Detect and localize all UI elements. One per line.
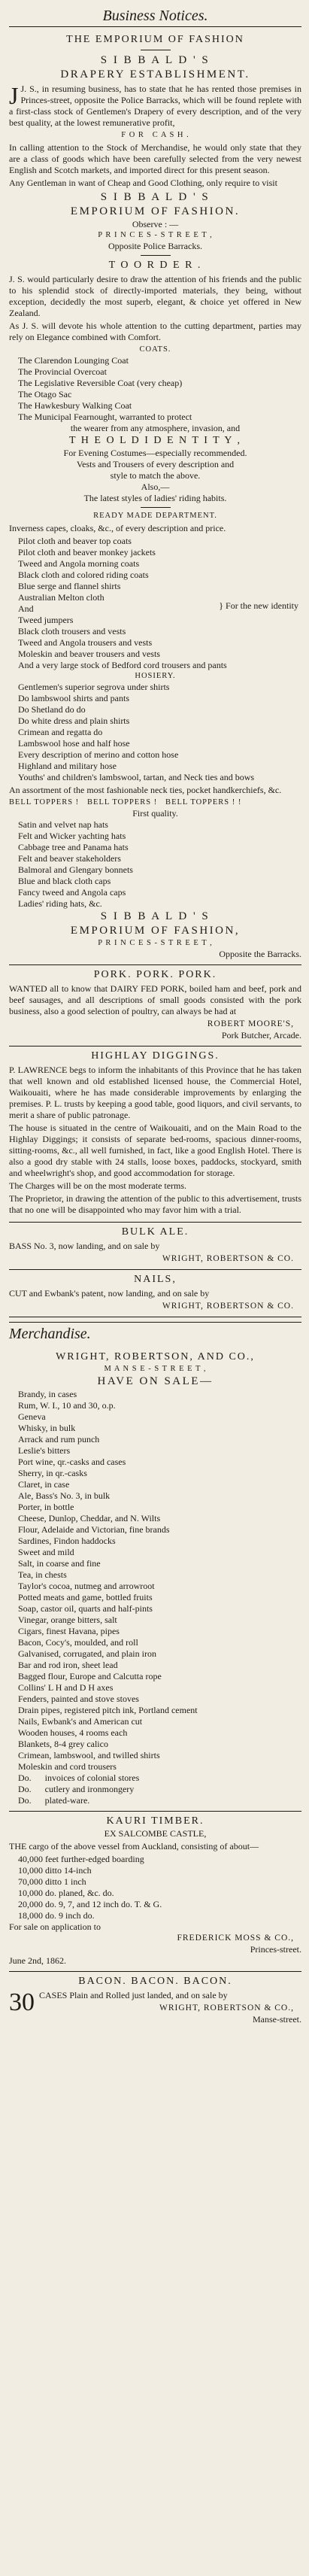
list-item: Bacon, Cocy's, moulded, and roll bbox=[18, 1637, 138, 1648]
list-item: Moleskin and cord trousers bbox=[18, 1761, 117, 1772]
assortment-para: An assortment of the most fashionable neck ties, pocket handkerchiefs, &c. bbox=[9, 785, 282, 795]
coats-note: the wearer from any atmosphere, invasion, and bbox=[70, 423, 241, 433]
observe-label: Observe : — bbox=[132, 219, 179, 229]
list-item: Black cloth trousers and vests bbox=[18, 626, 126, 636]
ready-made-para: Inverness capes, cloaks, &c., of every description and price. bbox=[9, 523, 226, 533]
kauri-signature: FREDERICK MOSS & CO., bbox=[177, 1934, 294, 1943]
pork-signature-2: Pork Butcher, Arcade. bbox=[221, 1030, 301, 1040]
list-item: Soap, castor oil, quarts and half-pints bbox=[18, 1603, 153, 1614]
kauri-for-sale: For sale on application to bbox=[9, 1921, 101, 1932]
list-item: Ale, Bass's No. 3, in bulk bbox=[18, 1490, 111, 1501]
highlay-advertisement bbox=[9, 1046, 301, 1223]
list-item: Fancy tweed and Angola caps bbox=[18, 887, 126, 898]
list-item: And bbox=[18, 603, 34, 614]
list-item: Bar and rod iron, sheet lead bbox=[18, 1660, 118, 1670]
vests-line-2: style to match the above. bbox=[110, 470, 201, 481]
divider bbox=[141, 255, 171, 256]
list-item: Arrack and rum punch bbox=[18, 1434, 100, 1444]
kauri-heading: KAURI TIMBER. bbox=[106, 1815, 204, 1827]
list-item: Tweed and Angola morning coats bbox=[18, 558, 140, 569]
kauri-para: THE cargo of the above vessel from Auckland, consisting of about— bbox=[9, 1841, 259, 1852]
list-item: Potted meats and game, bottled fruits bbox=[18, 1592, 153, 1602]
list-item: Salt, in coarse and fine bbox=[18, 1558, 101, 1569]
list-item: The Hawkesbury Walking Coat bbox=[18, 400, 132, 411]
list-item: Brandy, in cases bbox=[18, 1389, 77, 1399]
address-label: P R I N C E S - S T R E E T , bbox=[98, 231, 213, 239]
list-item: The Clarendon Lounging Coat bbox=[18, 355, 129, 366]
nails-signature: WRIGHT, ROBERTSON & CO. bbox=[162, 1302, 294, 1311]
for-cash-label: F O R C A S H . bbox=[121, 131, 189, 139]
list-item: Satin and velvet nap hats bbox=[18, 819, 108, 830]
wright-robertson-advertisement bbox=[9, 1347, 301, 1812]
list-item: Sweet and mild bbox=[18, 1547, 74, 1557]
list-item: 70,000 ditto 1 inch bbox=[18, 1876, 86, 1887]
list-item: Youths' and children's lambswool, tartan, and Neck ties and bows bbox=[18, 772, 255, 782]
wright-heading: WRIGHT, ROBERTSON, AND CO., bbox=[56, 1351, 255, 1362]
wright-address: M A N S E - S T R E E T , bbox=[104, 1365, 207, 1373]
kauri-ship: EX SALCOMBE CASTLE, bbox=[104, 1828, 207, 1839]
list-item: Black cloth and colored riding coats bbox=[18, 570, 149, 580]
emporium-name-3-sub: EMPORIUM OF FASHION, bbox=[70, 925, 241, 937]
list-item: Claret, in case bbox=[18, 1479, 70, 1490]
bacon-signature: WRIGHT, ROBERTSON & CO., bbox=[159, 2003, 294, 2012]
list-item: Felt and Wicker yachting hats bbox=[18, 831, 126, 841]
bacon-advertisement bbox=[9, 1972, 301, 2030]
bulk-ale-heading: BULK ALE. bbox=[121, 1226, 189, 1238]
pork-signature: ROBERT MOORE'S, bbox=[207, 1019, 294, 1028]
list-item: And a very large stock of Bedford cord trousers and pants bbox=[18, 660, 227, 670]
list-item: Do. cutlery and ironmongery bbox=[18, 1784, 135, 1794]
list-item: Leslie's bitters bbox=[18, 1445, 71, 1456]
emporium-name: S I B B A L D ' S bbox=[100, 54, 211, 66]
list-item: Australian Melton cloth bbox=[18, 592, 105, 603]
list-item: Highland and military hose bbox=[18, 761, 117, 771]
emporium-para-3: Any Gentleman in want of Cheap and Good Clothing, only require to visit bbox=[9, 178, 277, 188]
list-item: Nails, Ewbank's and American cut bbox=[18, 1716, 143, 1727]
list-item: Do. plated-ware. bbox=[18, 1795, 90, 1806]
emporium-subtitle: DRAPERY ESTABLISHMENT. bbox=[60, 68, 250, 80]
list-item: Port wine, qr.-casks and cases bbox=[18, 1457, 126, 1467]
list-item: 40,000 feet further-edged boarding bbox=[18, 1854, 144, 1864]
evening-line: For Evening Costumes—especially recommended. bbox=[63, 448, 247, 458]
first-quality-line: First quality. bbox=[132, 808, 178, 819]
list-item: Gentlemen's superior segrova under shirts bbox=[18, 682, 170, 692]
list-item: Geneva bbox=[18, 1411, 46, 1422]
emporium-name-3: S I B B A L D ' S bbox=[100, 910, 211, 922]
list-item: Collins' L H and D H axes bbox=[18, 1682, 114, 1693]
pork-advertisement bbox=[9, 965, 301, 1046]
bacon-number: 30 bbox=[9, 1988, 35, 2016]
list-item: Whisky, in bulk bbox=[18, 1423, 76, 1433]
list-item: 10,000 do. planed, &c. do. bbox=[18, 1888, 114, 1898]
list-item: Porter, in bottle bbox=[18, 1502, 74, 1512]
list-item: Tweed jumpers bbox=[18, 615, 74, 625]
nails-heading: NAILS, bbox=[134, 1274, 177, 1285]
list-item: The Otago Sac bbox=[18, 389, 72, 399]
highlay-para-3: The Charges will be on the most moderate terms. bbox=[9, 1180, 187, 1191]
bell-toppers-line: BELL TOPPERS ! BELL TOPPERS ! BELL TOPPERS ! ! bbox=[9, 798, 242, 807]
bulk-ale-para: BASS No. 3, now landing, and on sale by bbox=[9, 1241, 160, 1251]
list-item: Cigars, finest Havana, pipes bbox=[18, 1626, 120, 1636]
dropcap: J bbox=[9, 82, 19, 109]
list-item: Crimean and regatta do bbox=[18, 727, 103, 737]
list-item: Do. invoices of colonial stores bbox=[18, 1773, 140, 1783]
list-item: Lambswool hose and half hose bbox=[18, 738, 130, 749]
emporium-para-1: J J. S., in resuming business, has to state that he has rented those premises in Princes-street, opposite the Police Barracks, which will be found replete with a first-class stock of Gentlemen's Drapery of every description, and of the very best quality, at the lowest remunerative profit, bbox=[9, 82, 301, 128]
highlay-para-2: The house is situated in the centre of Waikouaiti, and on the Main Road to the Highlay Diggings; it consists of separate bed-rooms, spacious dinner-rooms, sitting-rooms, &c., all well furnished, in fact, like a good English Hotel. There is also a good dry stable with 24 stalls, loose boxes, paddocks, stockyard, smith and wheelwright's shop, and good accommodation for storage. bbox=[9, 1122, 301, 1178]
emporium-title: THE EMPORIUM OF FASHION bbox=[66, 34, 244, 45]
bacon-para: 30 CASES Plain and Rolled just landed, and on sale by bbox=[9, 1988, 228, 2016]
list-item: Blankets, 8-4 grey calico bbox=[18, 1739, 108, 1749]
pork-heading: PORK. PORK. PORK. bbox=[93, 969, 217, 980]
bacon-heading: BACON. BACON. BACON. bbox=[78, 1976, 232, 1987]
section-header-merchandise: Merchandise. bbox=[9, 1322, 301, 1344]
address-label-3: P R I N C E S - S T R E E T , bbox=[98, 939, 213, 947]
wright-goods-list bbox=[9, 1389, 301, 1773]
list-item: Flour, Adelaide and Victorian, fine brands bbox=[18, 1524, 170, 1535]
emporium-para-2: In calling attention to the Stock of Merchandise, he would only state that they are a class of goods which have been carefully selected from the very newest English and Scotch markets, and imported direct for this present season. bbox=[9, 142, 301, 175]
emporium-name-2: S I B B A L D ' S bbox=[100, 191, 211, 203]
list-item: Wooden houses, 4 rooms each bbox=[18, 1727, 128, 1738]
list-item: Tea, in chests bbox=[18, 1569, 67, 1580]
kauri-timber-advertisement bbox=[9, 1812, 301, 1972]
kauri-signature-2: Princes-street. bbox=[250, 1944, 301, 1955]
to-order-heading: T O O R D E R . bbox=[108, 260, 202, 271]
coats-heading: COATS. bbox=[139, 345, 171, 354]
nails-para: CUT and Ewbank's patent, now landing, and on sale by bbox=[9, 1288, 210, 1299]
emporium-name-2-sub: EMPORIUM OF FASHION. bbox=[70, 205, 241, 217]
list-item: Do Shetland do do bbox=[18, 704, 86, 715]
also-line: Also,— bbox=[141, 481, 170, 492]
list-item: Blue serge and flannel shirts bbox=[18, 581, 121, 591]
old-identity-heading: T H E O L D I D E N T I T Y , bbox=[69, 435, 241, 446]
ready-made-heading: READY MADE DEPARTMENT. bbox=[93, 512, 217, 520]
list-item: 18,000 do. 9 inch do. bbox=[18, 1910, 95, 1921]
list-item: Galvanised, corrugated, and plain iron bbox=[18, 1648, 156, 1659]
kauri-date: June 2nd, 1862. bbox=[9, 1955, 66, 1966]
list-item: Crimean, lambswool, and twilled shirts bbox=[18, 1750, 160, 1760]
list-item: Pilot cloth and beaver monkey jackets bbox=[18, 547, 156, 557]
emporium-para-4: J. S. would particularly desire to draw the attention of his friends and the public to his splendid stock of directly-imported materials, they being, without exception, decidedly the most superb, elegant, & choice yet offered in New Zealand. bbox=[9, 274, 301, 318]
list-item: Vinegar, orange bitters, salt bbox=[18, 1615, 117, 1625]
highlay-para-1: P. LAWRENCE begs to inform the inhabitants of this Province that he has taken that well known and old established licensed house, the Commercial Hotel, Waikouaiti, where he has made considerable improvements by enlarging the premises. P. L. trusts by keeping a good table, good liquors, and civil servants, to merit a share of public patronage. bbox=[9, 1065, 301, 1120]
list-item: The Provincial Overcoat bbox=[18, 366, 107, 377]
list-item: The Legislative Reversible Coat (very cheap) bbox=[18, 378, 183, 388]
list-item: Pilot cloth and beaver top coats bbox=[18, 536, 132, 546]
list-item: Balmoral and Glengary bonnets bbox=[18, 864, 133, 875]
list-item: Cheese, Dunlop, Cheddar, and N. Wilts bbox=[18, 1513, 161, 1523]
emporium-advertisement bbox=[9, 30, 301, 965]
hosiery-heading: HOSIERY. bbox=[135, 672, 176, 680]
list-item: Blue and black cloth caps bbox=[18, 876, 111, 886]
list-item: Do lambswool shirts and pants bbox=[18, 693, 129, 703]
section-header-business: Business Notices. bbox=[9, 8, 301, 27]
list-item: The Municipal Fearnought, warranted to protect bbox=[18, 412, 192, 422]
list-item: Fenders, painted and stove stoves bbox=[18, 1694, 139, 1704]
list-item: Rum, W. I., 10 and 30, o.p. bbox=[18, 1400, 116, 1411]
list-item: Sardines, Findon haddocks bbox=[18, 1536, 116, 1546]
list-item: Drain pipes, registered pitch ink, Portland cement bbox=[18, 1705, 198, 1715]
highlay-heading: HIGHLAY DIGGINGS. bbox=[91, 1050, 220, 1062]
emporium-para-5: As J. S. will devote his whole attention to the cutting department, parties may rely on Elegance combined with Comfort. bbox=[9, 320, 301, 342]
list-item: 10,000 ditto 14-inch bbox=[18, 1865, 92, 1876]
bacon-signature-2: Manse-street. bbox=[253, 2014, 301, 2025]
wright-on-sale: HAVE ON SALE— bbox=[97, 1375, 214, 1387]
nails-advertisement bbox=[9, 1270, 301, 1317]
vests-line: Vests and Trousers of every description and bbox=[76, 459, 235, 469]
list-item: Ladies' riding hats, &c. bbox=[18, 898, 102, 909]
list-item: Tweed and Angola trousers and vests bbox=[18, 637, 153, 648]
list-item: Every description of merino and cotton hose bbox=[18, 749, 179, 760]
list-item: Cabbage tree and Panama hats bbox=[18, 842, 129, 852]
opposite-label: Opposite Police Barracks. bbox=[108, 241, 202, 251]
brace-note: } For the new identity bbox=[219, 600, 298, 611]
divider bbox=[141, 507, 171, 508]
list-item: Moleskin and beaver trousers and vests bbox=[18, 649, 160, 659]
highlay-para-4: The Proprietor, in drawing the attention of the public to this advertisement, trusts that no one will be disappointed who may favor him with a trial. bbox=[9, 1193, 301, 1215]
list-item: Taylor's cocoa, nutmeg and arrowroot bbox=[18, 1581, 155, 1591]
list-item: 20,000 do. 9, 7, and 12 inch do. T. & G. bbox=[18, 1899, 162, 1909]
ready-made-list bbox=[9, 536, 301, 615]
opposite-label-3: Opposite the Barracks. bbox=[219, 949, 301, 959]
list-item: Felt and beaver stakeholders bbox=[18, 853, 121, 864]
bulk-ale-signature: WRIGHT, ROBERTSON & CO. bbox=[162, 1254, 294, 1263]
list-item: Sherry, in qr.-casks bbox=[18, 1468, 87, 1478]
list-item: Bagged flour, Europe and Calcutta rope bbox=[18, 1671, 162, 1681]
bulk-ale-advertisement bbox=[9, 1223, 301, 1270]
pork-para: WANTED all to know that DAIRY FED PORK, boiled ham and beef, pork and beef sausages, and all descriptions of small goods consisted with the pork business, also a good selection of poultry, can always be had at bbox=[9, 983, 301, 1016]
list-item: Do white dress and plain shirts bbox=[18, 715, 130, 726]
latest-line: The latest styles of ladies' riding habits. bbox=[83, 493, 227, 503]
